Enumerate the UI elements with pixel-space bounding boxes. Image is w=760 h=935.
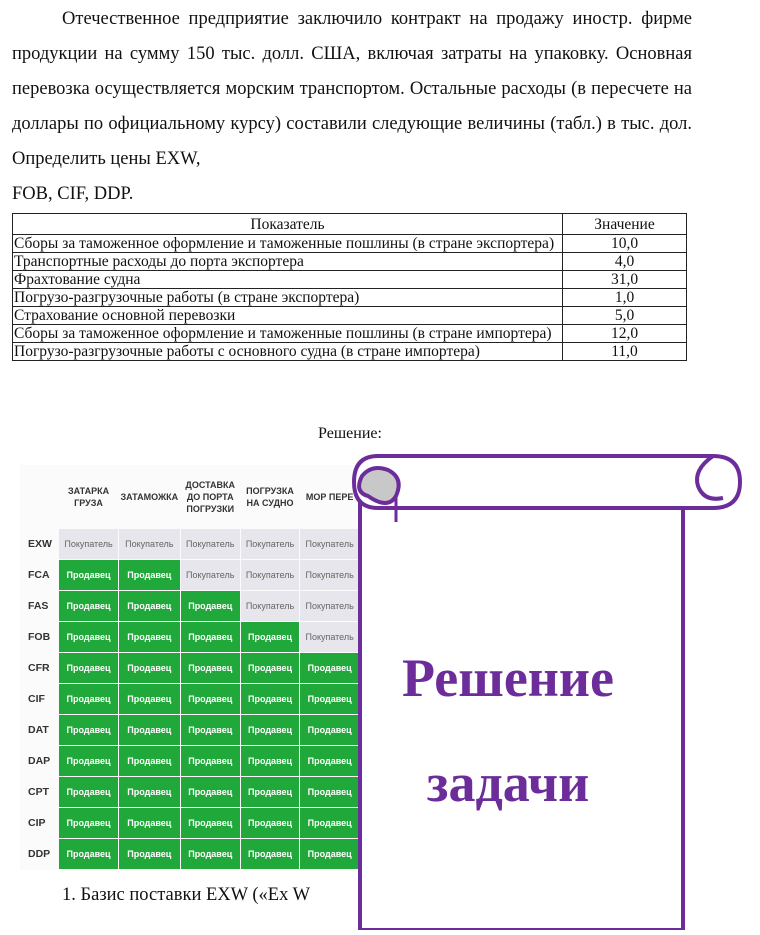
seller-cell: Продавец [300,715,359,745]
buyer-cell: Покупатель [59,529,118,559]
solution-label: Решение: [318,425,382,442]
incoterm-label: EXW [28,538,52,550]
seller-cell: Продавец [59,777,118,807]
seller-cell: Продавец [119,591,180,621]
incoterms-row [21,529,359,559]
seller-cell: Продавец [59,684,118,714]
incoterms-row [21,653,359,683]
scroll-title-line-1: Решение [402,648,614,708]
seller-cell: Продавец [59,839,118,869]
indicator-cell: Страхование основной перевозки [13,307,563,325]
seller-cell: Продавец [59,808,118,838]
incoterms-row [21,591,359,621]
incoterm-label: DAT [28,724,49,736]
problem-line-2: фирме продукции на сумму 150 тыс. долл. США, включая затраты на [12,9,692,64]
seller-cell: Продавец [241,715,300,745]
incoterm-label: CFR [28,662,50,674]
seller-cell: Продавец [300,839,359,869]
buyer-cell: Покупатель [300,529,359,559]
seller-cell: Продавец [59,715,118,745]
bottom-partial-line: 1. Базис поставки EXW («Ex W [62,885,311,905]
indicator-cell: Погрузо-разгрузочные работы (в стране экспортера) [13,289,563,307]
buyer-cell: Покупатель [300,622,359,652]
problem-statement [12,2,692,212]
buyer-cell: Покупатель [241,560,300,590]
costs-table [12,213,687,361]
seller-cell: Продавец [119,622,180,652]
seller-cell: Продавец [59,653,118,683]
value-cell: 11,0 [563,343,687,361]
header-value: Значение [563,214,687,235]
problem-line-3: упаковку. Основная перевозка осуществляется морским транспортом. [12,44,693,99]
scroll-title-line-2: задачи [426,753,590,813]
problem-line-1: Отечественное предприятие заключило контракт на продажу иностр. [62,9,633,29]
value-cell: 12,0 [563,325,687,343]
incoterms-row [21,839,359,869]
incoterm-label: FAS [28,600,49,612]
seller-cell: Продавец [181,653,240,683]
indicator-cell: Сборы за таможенное оформление и таможенные пошлины (в стране экспортера) [13,235,563,253]
incoterm-label: CIF [28,693,45,705]
header-indicator: Показатель [13,214,563,235]
incoterms-column-header: ПОГРУЗКА НА СУДНО [246,486,294,508]
incoterms-column-header: ЗАТАРКА ГРУЗА [67,486,110,508]
seller-cell: Продавец [181,684,240,714]
seller-cell: Продавец [241,684,300,714]
indicator-cell: Погрузо-разгрузочные работы с основного судна (в стране импортера) [13,343,563,361]
seller-cell: Продавец [59,591,118,621]
seller-cell: Продавец [119,684,180,714]
incoterms-row [21,684,359,714]
seller-cell: Продавец [181,746,240,776]
seller-cell: Продавец [181,777,240,807]
seller-cell: Продавец [241,653,300,683]
incoterm-label: DAP [28,755,51,767]
seller-cell: Продавец [181,715,240,745]
incoterm-label: CIP [28,817,46,829]
incoterms-row [21,746,359,776]
seller-cell: Продавец [300,777,359,807]
table-row [13,325,687,343]
seller-cell: Продавец [119,715,180,745]
indicator-cell: Сборы за таможенное оформление и таможенные пошлины (в стране импортера) [13,325,563,343]
indicator-cell: Транспортные расходы до порта экспортера [13,253,563,271]
indicator-cell: Фрахтование судна [13,271,563,289]
buyer-cell: Покупатель [300,591,359,621]
incoterm-label: FOB [28,631,51,643]
buyer-cell: Покупатель [181,529,240,559]
incoterms-column-header: МОР ПЕРЕ [305,492,354,502]
buyer-cell: Покупатель [181,560,240,590]
seller-cell: Продавец [59,746,118,776]
seller-cell: Продавец [181,839,240,869]
table-row [13,289,687,307]
incoterms-row [21,715,359,745]
seller-cell: Продавец [119,653,180,683]
incoterm-label: DDP [28,848,51,860]
seller-cell: Продавец [119,560,180,590]
seller-cell: Продавец [119,777,180,807]
seller-cell: Продавец [300,746,359,776]
seller-cell: Продавец [119,839,180,869]
incoterms-table [20,465,360,870]
value-cell: 5,0 [563,307,687,325]
seller-cell: Продавец [119,746,180,776]
buyer-cell: Покупатель [119,529,180,559]
incoterm-label: FCA [28,569,50,581]
seller-cell: Продавец [241,746,300,776]
value-cell: 4,0 [563,253,687,271]
incoterm-label: CPT [28,786,49,798]
seller-cell: Продавец [241,622,300,652]
problem-line-6: FOB, CIF, DDP. [12,184,134,204]
value-cell: 10,0 [563,235,687,253]
table-row [13,307,687,325]
buyer-cell: Покупатель [241,529,300,559]
seller-cell: Продавец [181,808,240,838]
incoterms-row [21,560,359,590]
seller-cell: Продавец [181,591,240,621]
incoterms-row [21,777,359,807]
corner-cell [21,466,58,528]
value-cell: 31,0 [563,271,687,289]
incoterms-column-header: ЗАТАМОЖКА [120,492,179,502]
seller-cell: Продавец [59,622,118,652]
solution-scroll-banner [348,452,758,930]
incoterms-column-header: ДОСТАВКА ДО ПОРТА ПОГРУЗКИ [185,480,236,514]
seller-cell: Продавец [119,808,180,838]
table-row [13,271,687,289]
seller-cell: Продавец [241,808,300,838]
buyer-cell: Покупатель [300,560,359,590]
incoterms-row [21,622,359,652]
seller-cell: Продавец [241,777,300,807]
incoterms-row [21,808,359,838]
table-row [13,253,687,271]
seller-cell: Продавец [300,653,359,683]
table-row [13,235,687,253]
table-row [13,343,687,361]
problem-line-4: Остальные расходы (в пересчете на доллары по официальному курсу) [12,79,692,134]
value-cell: 1,0 [563,289,687,307]
seller-cell: Продавец [241,839,300,869]
costs-table-body [13,235,687,361]
seller-cell: Продавец [300,684,359,714]
seller-cell: Продавец [300,808,359,838]
incoterms-table-image [20,465,360,870]
seller-cell: Продавец [181,622,240,652]
buyer-cell: Покупатель [241,591,300,621]
problem-line-5: составили следующие величины (табл.) в тыс. дол. Определить цены EXW, [12,114,693,169]
seller-cell: Продавец [59,560,118,590]
